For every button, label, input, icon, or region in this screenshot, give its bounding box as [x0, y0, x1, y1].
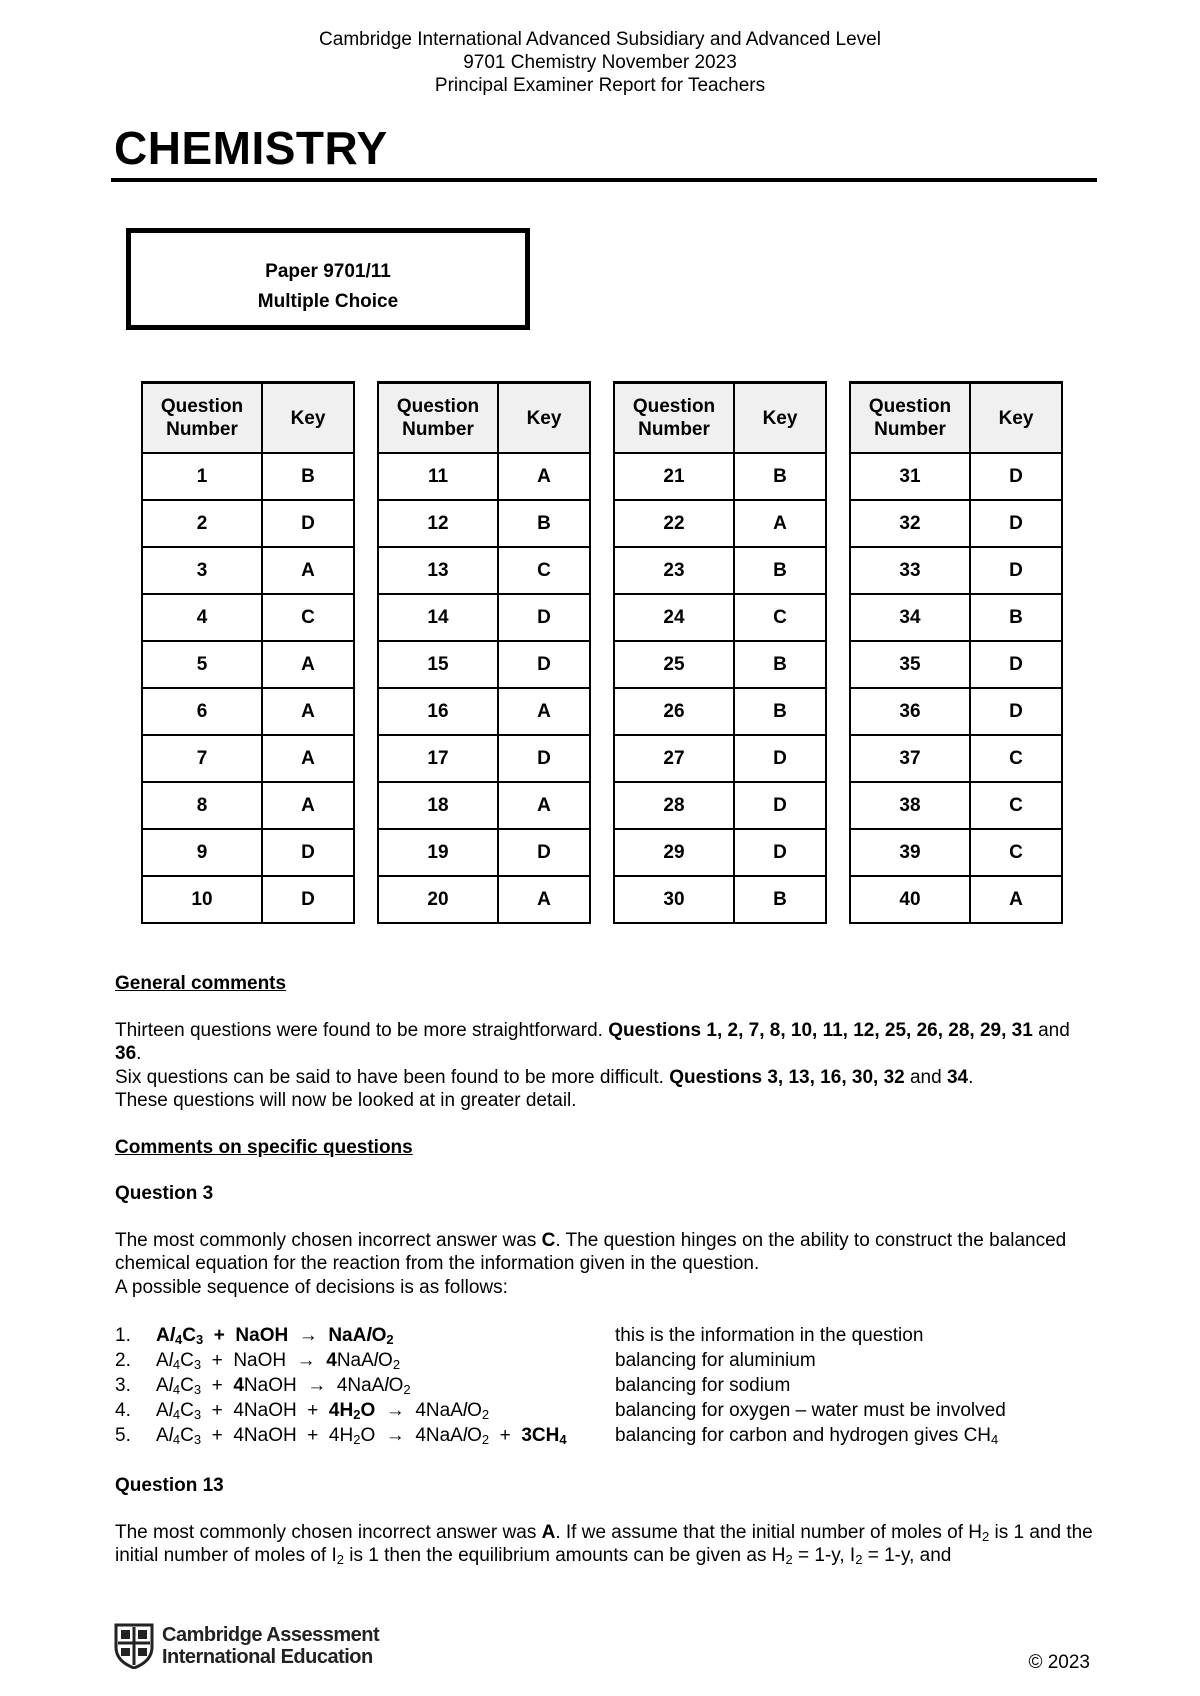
question-number-cell: 34: [850, 594, 970, 641]
question-number-cell: 22: [614, 500, 734, 547]
col-header-key: Key: [970, 383, 1062, 454]
question-13-para: The most commonly chosen incorrect answer was A. If we assume that the initial number of moles of $H_2$ is 1 and the initial number of moles of $I_2$ is 1 then the equilibrium amounts can be given as $H_2 = 1-y$, $I_2 = 1-y$, and: [115, 1521, 1093, 1567]
question-number-cell: 2: [142, 500, 262, 547]
question-number-cell: 4: [142, 594, 262, 641]
report-header: [0, 28, 1200, 97]
question-3-para-2: A possible sequence of decisions is as follows:: [115, 1276, 508, 1298]
step-note: balancing for oxygen – water must be involved: [615, 1400, 1006, 1421]
table-row: [850, 876, 1062, 923]
table-row: [142, 641, 354, 688]
question-number-cell: 24: [614, 594, 734, 641]
question-number-cell: 13: [378, 547, 498, 594]
key-cell: A: [498, 782, 590, 829]
table-row: [850, 782, 1062, 829]
key-cell: C: [498, 547, 590, 594]
question-number-cell: 11: [378, 453, 498, 500]
question-number-cell: 9: [142, 829, 262, 876]
col-header-question: Question Number: [378, 383, 498, 454]
step-number: 5.: [115, 1425, 131, 1446]
step-number: 4.: [115, 1400, 131, 1421]
key-cell: D: [970, 688, 1062, 735]
page-title: CHEMISTRY: [114, 122, 388, 174]
question-number-cell: 12: [378, 500, 498, 547]
table-row: [378, 594, 590, 641]
key-cell: A: [734, 500, 826, 547]
paper-box: [126, 228, 530, 330]
col-header-question: Question Number: [614, 383, 734, 454]
key-cell: D: [970, 547, 1062, 594]
table-row: [850, 641, 1062, 688]
table-row: [378, 547, 590, 594]
key-cell: C: [970, 829, 1062, 876]
question-number-cell: 30: [614, 876, 734, 923]
text: = 1-y, and: [862, 1545, 952, 1566]
header-line-2: 9701 Chemistry November 2023: [463, 52, 737, 73]
question-number-cell: 3: [142, 547, 262, 594]
text: Thirteen questions were found to be more straightforward.: [115, 1019, 609, 1041]
question-number-cell: 23: [614, 547, 734, 594]
step-equation: $Al_4C_3$ + NaOH → NaAlO$_2$: [156, 1325, 394, 1347]
text: . If we assume that the initial number of moles of H: [555, 1521, 982, 1543]
key-cell: B: [498, 500, 590, 547]
question-number-cell: 27: [614, 735, 734, 782]
paper-code: Paper 9701/11: [265, 261, 391, 282]
key-cell: A: [262, 641, 354, 688]
text-bold: A: [541, 1521, 556, 1543]
table-row: [614, 453, 826, 500]
question-13-heading: Question 13: [115, 1475, 224, 1496]
key-cell: B: [734, 547, 826, 594]
key-cell: D: [262, 829, 354, 876]
general-para-2: [115, 1066, 1095, 1090]
text-bold: Questions 3, 13, 16, 30, 32: [669, 1066, 905, 1088]
key-cell: A: [262, 547, 354, 594]
paper-type: Multiple Choice: [257, 291, 399, 312]
key-cell: D: [262, 500, 354, 547]
col-header-key: Key: [498, 383, 590, 454]
col-header-key: Key: [734, 383, 826, 454]
text-bold: Questions 1, 2, 7, 8, 10, 11, 12, 25, 26, 28, 29, 31: [608, 1019, 1033, 1041]
text: .: [968, 1066, 974, 1088]
logo-line-2: International Education: [162, 1646, 373, 1668]
copyright: © 2023: [1028, 1652, 1090, 1673]
text: and: [904, 1066, 947, 1088]
table-row: [142, 876, 354, 923]
text: = 1-y, I: [792, 1545, 856, 1566]
question-number-cell: 35: [850, 641, 970, 688]
text: and: [1032, 1019, 1070, 1041]
table-row: [378, 500, 590, 547]
question-number-cell: 25: [614, 641, 734, 688]
general-para-1: [115, 1019, 1095, 1066]
question-number-cell: 21: [614, 453, 734, 500]
text-bold: 36: [115, 1043, 137, 1064]
key-cell: D: [262, 876, 354, 923]
table-row: [378, 782, 590, 829]
question-number-cell: 31: [850, 453, 970, 500]
table-row: [850, 688, 1062, 735]
key-cell: A: [262, 782, 354, 829]
question-number-cell: 36: [850, 688, 970, 735]
header-line-1: Cambridge International Advanced Subsidiary and Advanced Level: [319, 29, 881, 50]
answer-key-table: [613, 381, 827, 924]
question-number-cell: 5: [142, 641, 262, 688]
question-number-cell: 20: [378, 876, 498, 923]
step-note: balancing for aluminium: [615, 1350, 816, 1371]
question-number-cell: 29: [614, 829, 734, 876]
question-number-cell: 6: [142, 688, 262, 735]
question-number-cell: 17: [378, 735, 498, 782]
key-cell: A: [970, 876, 1062, 923]
specific-heading: Comments on specific questions: [115, 1136, 413, 1158]
table-row: [142, 735, 354, 782]
key-cell: C: [262, 594, 354, 641]
table-row: [614, 876, 826, 923]
question-number-cell: 26: [614, 688, 734, 735]
table-row: [850, 594, 1062, 641]
key-cell: B: [734, 688, 826, 735]
shield-crest-icon: [114, 1623, 154, 1669]
logo-line-1: Cambridge Assessment: [162, 1624, 380, 1646]
question-number-cell: 18: [378, 782, 498, 829]
table-row: [142, 547, 354, 594]
table-row: [614, 735, 826, 782]
table-row: [378, 876, 590, 923]
question-number-cell: 33: [850, 547, 970, 594]
title-rule: [111, 178, 1097, 182]
text: is 1 and the initial number of moles of I: [115, 1521, 1093, 1566]
key-cell: D: [734, 782, 826, 829]
key-cell: A: [262, 688, 354, 735]
key-cell: D: [734, 735, 826, 782]
table-row: [142, 500, 354, 547]
text: The most commonly chosen incorrect answer was: [115, 1229, 542, 1251]
table-row: [378, 641, 590, 688]
key-cell: D: [970, 641, 1062, 688]
table-row: [850, 500, 1062, 547]
table-row: [614, 594, 826, 641]
question-number-cell: 7: [142, 735, 262, 782]
question-number-cell: 16: [378, 688, 498, 735]
question-number-cell: 28: [614, 782, 734, 829]
table-row: [850, 453, 1062, 500]
question-number-cell: 15: [378, 641, 498, 688]
question-number-cell: 8: [142, 782, 262, 829]
question-3-para-1: [115, 1229, 1095, 1276]
table-row: [378, 829, 590, 876]
cambridge-logo: [114, 1623, 379, 1669]
key-cell: C: [734, 594, 826, 641]
table-row: [850, 735, 1062, 782]
key-cell: B: [734, 641, 826, 688]
text: Six questions can be said to have been found to be more difficult.: [115, 1066, 670, 1088]
key-cell: C: [970, 782, 1062, 829]
question-3-heading: Question 3: [115, 1183, 214, 1204]
key-cell: B: [734, 876, 826, 923]
general-para-3: These questions will now be looked at in greater detail.: [115, 1090, 577, 1111]
key-cell: D: [734, 829, 826, 876]
table-row: [378, 453, 590, 500]
text: .: [136, 1043, 142, 1064]
step-number: 1.: [115, 1325, 131, 1346]
general-comments: [115, 972, 1095, 1299]
text-bold: 34: [946, 1066, 969, 1088]
col-header-question: Question Number: [850, 383, 970, 454]
key-cell: D: [498, 594, 590, 641]
table-row: [142, 829, 354, 876]
table-row: [142, 688, 354, 735]
table-row: [614, 688, 826, 735]
text-bold: C: [541, 1229, 556, 1251]
key-cell: D: [498, 641, 590, 688]
key-cell: D: [970, 500, 1062, 547]
step-note: balancing for carbon and hydrogen gives $CH_4$: [615, 1425, 999, 1447]
step-note: balancing for sodium: [615, 1375, 791, 1396]
key-cell: D: [498, 735, 590, 782]
table-row: [142, 594, 354, 641]
table-row: [142, 453, 354, 500]
table-row: [850, 829, 1062, 876]
key-cell: A: [262, 735, 354, 782]
question-13-section: [115, 1474, 1095, 1568]
col-header-key: Key: [262, 383, 354, 454]
text: . The question hinges on the ability to construct the balanced chemical equation for the reaction from the information given in the question.: [115, 1229, 1067, 1274]
answer-key-table: [849, 381, 1063, 924]
text: is 1 then the equilibrium amounts can be given as H: [344, 1545, 786, 1566]
question-number-cell: 39: [850, 829, 970, 876]
key-cell: C: [970, 735, 1062, 782]
step-equation: $Al_4C_3$ + 4NaOH → 4NaAlO$_2$: [156, 1375, 411, 1397]
answer-key-table: [377, 381, 591, 924]
table-row: [614, 547, 826, 594]
question-number-cell: 40: [850, 876, 970, 923]
step-number: 3.: [115, 1375, 131, 1396]
key-cell: A: [498, 688, 590, 735]
question-number-cell: 1: [142, 453, 262, 500]
step-equation: $Al_4C_3$ + 4NaOH + $4H_2O$ → 4NaAlO$_2$: [156, 1400, 490, 1422]
step-note: this is the information in the question: [615, 1325, 924, 1346]
step-number: 2.: [115, 1350, 131, 1371]
step-equation: $Al_4C_3$ + NaOH → 4NaAlO$_2$: [156, 1350, 401, 1372]
key-cell: B: [734, 453, 826, 500]
table-row: [142, 782, 354, 829]
general-heading: General comments: [115, 973, 287, 994]
key-cell: B: [970, 594, 1062, 641]
question-number-cell: 14: [378, 594, 498, 641]
col-header-question: Question Number: [142, 383, 262, 454]
question-number-cell: 32: [850, 500, 970, 547]
step-equation: $Al_4C_3$ + 4NaOH + $4H_2O$ → 4NaAlO$_2$ + $3CH_4$: [156, 1425, 567, 1447]
question-number-cell: 38: [850, 782, 970, 829]
key-cell: A: [498, 876, 590, 923]
key-cell: A: [498, 453, 590, 500]
key-cell: B: [262, 453, 354, 500]
table-row: [850, 547, 1062, 594]
key-cell: D: [498, 829, 590, 876]
header-line-3: Principal Examiner Report for Teachers: [434, 75, 766, 96]
question-number-cell: 37: [850, 735, 970, 782]
question-number-cell: 19: [378, 829, 498, 876]
table-row: [614, 500, 826, 547]
question-number-cell: 10: [142, 876, 262, 923]
table-row: [614, 641, 826, 688]
logo-text: [162, 1624, 379, 1668]
text: balancing for carbon and hydrogen gives CH: [615, 1425, 992, 1446]
key-cell: D: [970, 453, 1062, 500]
table-row: [378, 688, 590, 735]
table-row: [614, 782, 826, 829]
table-row: [378, 735, 590, 782]
table-row: [614, 829, 826, 876]
answer-key-table: [141, 381, 355, 924]
text: The most commonly chosen incorrect answer was: [115, 1521, 542, 1543]
